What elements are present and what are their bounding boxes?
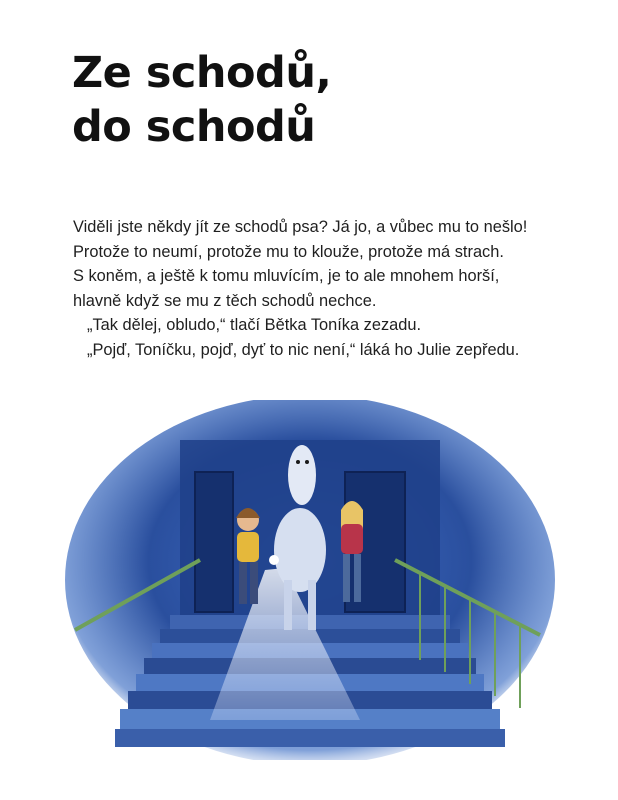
dialogue-line-2: „Pojď, Toníčku, pojď, dyť to nic není,“ láká ho Julie zepředu. xyxy=(87,340,520,359)
chapter-body-text xyxy=(73,215,573,363)
dialogue-line-1: „Tak dělej, obludo,“ tlačí Bětka Toníka zezadu. xyxy=(87,316,422,335)
chapter-title xyxy=(72,46,331,154)
stairwell-illustration xyxy=(60,400,560,760)
text-line-4: hlavně když se mu z těch schodů nechce. xyxy=(73,291,377,310)
text-line-2: Protože to neumí, protože mu to klouže, protože má strach. xyxy=(73,242,504,261)
chapter-title-line-2: do schodů xyxy=(72,102,316,152)
door-left xyxy=(195,472,233,612)
text-line-1: Viděli jste někdy jít ze schodů psa? Já jo, a vůbec mu to nešlo! xyxy=(73,218,528,236)
text-line-3: S koněm, a ještě k tomu mluvícím, je to ale mnohem horší, xyxy=(73,267,500,286)
chapter-title-line-1: Ze schodů, xyxy=(72,48,332,98)
